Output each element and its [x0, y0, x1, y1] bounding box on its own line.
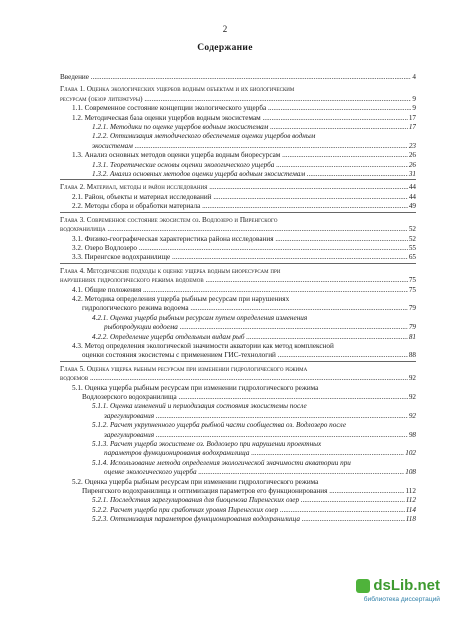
toc-page-number: 9	[412, 104, 416, 113]
toc-entry-title: 1.2.2. Оптимизация методического обеспечения оценки ущербов водным	[92, 132, 316, 141]
toc-chapter[interactable]	[60, 225, 416, 234]
toc-entry-title: 5.1. Оценка ущерба рыбным ресурсам при изменении гидрологического режима	[72, 383, 319, 392]
toc-entry[interactable]	[60, 244, 416, 253]
toc-page-number: 17	[408, 113, 416, 122]
toc-entry-title: ресурсам (обзор литературы) .....	[60, 95, 416, 103]
toc-page-number: 102	[405, 449, 416, 458]
toc-entry[interactable]	[60, 161, 416, 170]
toc-entry-title: 3.3. Пиренгское водохранилище .....	[72, 253, 416, 261]
table-of-contents	[60, 73, 416, 525]
toc-entry-title: 5.1.4. Использование метода определения экологической значимости акватории при	[92, 458, 351, 467]
toc-entry[interactable]	[60, 412, 416, 421]
toc-page-number: 17	[408, 123, 416, 132]
toc-entry-title: 4.2.2. Определение ущерба отдельным видам рыб .....	[92, 333, 416, 341]
toc-chapter[interactable]	[60, 85, 416, 94]
toc-page-number: 88	[408, 351, 416, 360]
toc-entry-title: Глава 3. Современное состояние экосистем оз. Водлозеро и Пиренгского	[60, 215, 278, 224]
toc-entry[interactable]	[60, 193, 416, 202]
toc-page-number: 112	[405, 496, 416, 505]
toc-chapter[interactable]	[60, 374, 416, 383]
toc-page-number: 108	[405, 468, 416, 477]
toc-chapter[interactable]	[60, 183, 416, 192]
toc-entry[interactable]	[60, 323, 416, 332]
toc-chapter[interactable]	[60, 95, 416, 104]
toc-entry-title: 1.1. Современное состояние концепции экологического ущерба .....	[72, 104, 416, 112]
toc-page-number: 92	[408, 374, 416, 383]
toc-entry-title: Пиренгского водохранилища и оптимизация параметров его функционирования .....	[82, 487, 416, 495]
toc-page-number: 26	[408, 160, 416, 169]
watermark-logo-text: dsLib.net	[373, 577, 440, 594]
toc-entry-title: 3.2. Озеро Водлозеро .....	[72, 244, 416, 252]
toc-entry-title: параметров функционирования водохранилища .....	[104, 449, 416, 457]
toc-entry[interactable]	[60, 151, 416, 160]
toc-page-number: 31	[408, 170, 416, 179]
toc-page-number: 75	[408, 285, 416, 294]
toc-entry-title: Глава 4. Методические подходы к оценке ущерба водным биоресурсам при	[60, 266, 281, 275]
toc-entry-title: 3.1. Физико-географическая характеристика района исследования .....	[72, 235, 416, 243]
toc-entry[interactable]	[60, 393, 416, 402]
toc-entry[interactable]	[60, 114, 416, 123]
toc-page-number: 44	[408, 192, 416, 201]
toc-chapter[interactable]	[60, 276, 416, 285]
toc-entry[interactable]	[60, 431, 416, 440]
toc-entry[interactable]	[60, 295, 416, 304]
toc-entry[interactable]	[60, 202, 416, 211]
toc-page-number: 55	[408, 243, 416, 252]
toc-chapter[interactable]	[60, 216, 416, 225]
watermark[interactable]	[328, 577, 440, 607]
book-icon	[356, 579, 370, 593]
toc-page-number: 114	[405, 505, 416, 514]
toc-page-number: 79	[408, 304, 416, 313]
toc-entry-title: Водлозерского водохранилища .....	[82, 393, 416, 401]
toc-entry-title: 2.1. Район, объекты и материал исследований .....	[72, 193, 416, 201]
toc-entry-title: 5.2.1. Последствия зарегулирования для биоценоза Пиренгских озер .....	[92, 496, 416, 504]
toc-entry-title: Глава 2. Материал, методы и район исследования .....	[60, 183, 416, 191]
toc-entry-title: 4.2.1. Оценка ущерба рыбным ресурсам путем определения изменения	[92, 313, 308, 322]
toc-entry-title: 5.1.1. Оценка изменений и периодизация состояния экосистемы после	[92, 402, 307, 411]
toc-page-number: 79	[408, 323, 416, 332]
toc-entry-title: 1.3.2. Анализ основных методов оценки ущерба водным экосистемам .....	[92, 170, 416, 178]
toc-page-number: 75	[408, 276, 416, 285]
toc-entry-title: 5.2. Оценка ущерба рыбным ресурсам при изменении гидрологического режима	[72, 477, 319, 486]
toc-entry[interactable]	[60, 421, 416, 430]
toc-entry-title: 4.1. Общие положения .....	[72, 286, 416, 294]
toc-page-number: 98	[408, 430, 416, 439]
toc-page-number: 52	[408, 225, 416, 234]
toc-entry[interactable]	[60, 351, 416, 360]
toc-entry-title: нарушениях гидрологического режима водоемов .....	[60, 276, 416, 284]
toc-entry-title: Глава 5. Оценка ущерба рыбным ресурсам при изменении гидрологического режима	[60, 364, 308, 373]
toc-entry[interactable]	[60, 123, 416, 132]
toc-entry-title: водоемов .....	[60, 374, 416, 382]
toc-entry[interactable]	[60, 235, 416, 244]
watermark-subtitle: библиотека диссертаций	[363, 596, 440, 603]
chapter-divider	[60, 212, 416, 213]
toc-entry-title: 2.2. Методы сбора и обработки материала .....	[72, 202, 416, 210]
toc-entry-title: 5.2.2. Расчет ущерба при сработках уровня Пиренгских озер .....	[92, 506, 416, 514]
toc-page-number: 23	[408, 141, 416, 150]
toc-entry-title: 5.1.2. Расчет укрупненного ущерба рыбной части сообщества оз. Водлозеро после	[92, 421, 347, 430]
toc-entry[interactable]	[60, 132, 416, 141]
toc-entry-title: 1.3. Анализ основных методов оценки ущерба водным биоресурсам .....	[72, 151, 416, 159]
toc-entry-title: 5.2.3. Оптимизация параметров функционирования водохранилища .....	[92, 515, 416, 523]
toc-page-number: 44	[408, 183, 416, 192]
toc-entry-title: Введение .....	[60, 73, 416, 81]
toc-entry[interactable]	[60, 342, 416, 351]
toc-entry-title: экосистемам .....	[92, 142, 416, 150]
toc-entry[interactable]	[60, 314, 416, 323]
dslib-logo[interactable]	[356, 577, 440, 594]
toc-entry[interactable]	[60, 304, 416, 313]
toc-page-number: 112	[405, 487, 416, 496]
toc-entry[interactable]	[60, 333, 416, 342]
toc-entry[interactable]	[60, 73, 416, 82]
toc-entry[interactable]	[60, 506, 416, 515]
toc-entry[interactable]	[60, 286, 416, 295]
toc-entry-title: водохранилища .....	[60, 225, 416, 233]
toc-entry[interactable]	[60, 104, 416, 113]
toc-entry-title: зарегулирования .....	[104, 412, 416, 420]
toc-chapter[interactable]	[60, 365, 416, 374]
toc-page-number: 65	[408, 253, 416, 262]
toc-page-number: 118	[405, 515, 416, 524]
toc-entry-title: гидрологического режима водоема .....	[82, 304, 416, 312]
chapter-divider	[60, 361, 416, 362]
toc-entry-title: оценки состояния экосистемы с применением ГИС-технологий .....	[82, 351, 416, 359]
toc-entry-title: 1.2.1. Методики по оценке ущербов водным экосистемам .....	[92, 123, 416, 131]
toc-entry-title: рыбопродукции водоема .....	[104, 323, 416, 331]
toc-entry[interactable]	[60, 142, 416, 151]
toc-entry[interactable]	[60, 253, 416, 262]
toc-entry[interactable]	[60, 515, 416, 524]
toc-entry[interactable]	[60, 468, 416, 477]
toc-page-number: 4	[412, 73, 416, 81]
chapter-divider	[60, 263, 416, 264]
toc-page-number: 92	[408, 411, 416, 420]
chapter-divider	[60, 179, 416, 180]
toc-page-number: 52	[408, 234, 416, 243]
toc-entry[interactable]	[60, 459, 416, 468]
toc-page-number: 49	[408, 202, 416, 211]
toc-entry[interactable]	[60, 440, 416, 449]
toc-entry-title: оценке экологического ущерба .....	[104, 468, 416, 476]
toc-page-number: 81	[408, 332, 416, 341]
page-number: 2	[222, 24, 228, 34]
toc-page-number: 9	[412, 94, 416, 103]
toc-entry-title: 1.3.1. Теоретические основы оценки экологического ущерба .....	[92, 161, 416, 169]
toc-chapter[interactable]	[60, 267, 416, 276]
toc-entry[interactable]	[60, 402, 416, 411]
toc-entry-title: зарегулирования .....	[104, 431, 416, 439]
toc-entry-title: 4.2. Методика определения ущерба рыбным ресурсам при нарушениях	[72, 294, 290, 303]
toc-entry[interactable]	[60, 496, 416, 505]
toc-entry-title: 5.1.3. Расчет ущерба экосистеме оз. Водлозеро при нарушении проектных	[92, 440, 322, 449]
toc-entry[interactable]	[60, 384, 416, 393]
page-title: Содержание	[197, 43, 253, 53]
toc-page-number: 26	[408, 151, 416, 160]
toc-entry-title: 4.3. Метод определения экологической значимости акватории как метод комплексной	[72, 341, 334, 350]
toc-entry-title: Глава 1. Оценка экологических ущербов водным объектам и их биологическим	[60, 85, 295, 94]
toc-entry[interactable]	[60, 487, 416, 496]
toc-entry[interactable]	[60, 478, 416, 487]
toc-entry-title: 1.2. Методическая база оценки ущербов водным экосистемам .....	[72, 114, 416, 122]
toc-entry[interactable]	[60, 170, 416, 179]
toc-page-number: 92	[408, 393, 416, 401]
toc-entry[interactable]	[60, 449, 416, 458]
